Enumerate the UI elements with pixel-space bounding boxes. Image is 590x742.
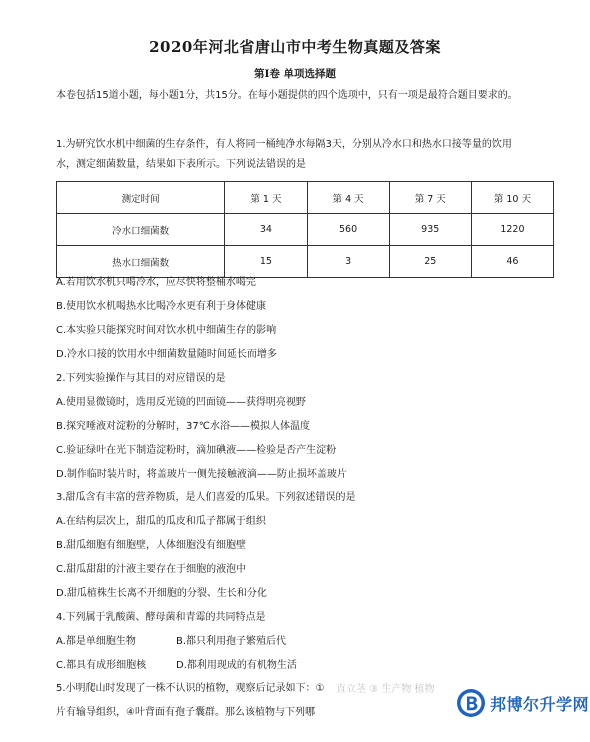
table-cell: 1220 xyxy=(471,214,553,246)
table-cell: 冷水口细菌数 xyxy=(57,214,225,246)
brand-logo-icon xyxy=(456,688,486,718)
brand-name: 邦博尔升学网 xyxy=(490,694,590,714)
q4-option-b: B.都只利用孢子繁殖后代 xyxy=(176,636,287,647)
q2-option-b: B.探究唾液对淀粉的分解时，37℃水浴——模拟人体温度 xyxy=(56,421,310,432)
q4-option-d: D.都利用现成的有机物生活 xyxy=(176,660,297,671)
q3-option-b: B.甜瓜细胞有细胞壁，人体细胞没有细胞壁 xyxy=(56,540,247,551)
table-header-cell: 测定时间 xyxy=(57,182,225,214)
table-row xyxy=(57,246,554,278)
q1-option-d: D.冷水口接的饮用水中细菌数量随时间延长而增多 xyxy=(56,349,277,360)
q2-option-a: A.使用显微镜时，选用反光镜的凹面镜——获得明亮视野 xyxy=(56,397,306,408)
q1-option-a: A.若用饮水机只喝冷水，应尽快将整桶水喝完 xyxy=(56,277,256,288)
intro-paragraph: 本卷包括15道小题，每小题1分，共15分。在每小题提供的四个选项中，只有一项是最符合题目要求的。 xyxy=(56,90,518,101)
q5-stem-line1: 5.小明爬山时发现了一株不认识的植物，观察后记录如下：① xyxy=(56,683,325,694)
gray-watermark: 直立茎 ③ 生产物 植物 xyxy=(336,684,435,695)
q2-stem: 2.下列实验操作与其目的对应错误的是 xyxy=(56,373,226,384)
table-cell: 25 xyxy=(389,246,471,278)
q4-option-a: A.都是单细胞生物 xyxy=(56,636,136,647)
q3-option-c: C.甜瓜甜甜的汁液主要存在于细胞的液泡中 xyxy=(56,564,247,575)
q3-option-d: D.甜瓜植株生长离不开细胞的分裂、生长和分化 xyxy=(56,588,267,599)
q4-stem: 4.下列属于乳酸菌、酵母菌和青霉的共同特点是 xyxy=(56,612,266,623)
table-header-cell: 第 10 天 xyxy=(471,182,553,214)
q1-option-b: B.使用饮水机喝热水比喝冷水更有利于身体健康 xyxy=(56,301,267,312)
section-heading: 第Ⅰ卷 单项选择题 xyxy=(253,68,337,80)
q2-option-d: D.制作临时装片时，将盖玻片一侧先接触液滴——防止损坏盖玻片 xyxy=(56,469,347,480)
q4-option-c: C.都具有成形细胞核 xyxy=(56,660,147,671)
table-cell: 15 xyxy=(225,246,307,278)
document-title: 2020年河北省唐山市中考生物真题及答案 xyxy=(149,38,441,56)
q3-stem: 3.甜瓜含有丰富的营养物质，是人们喜爱的瓜果。下列叙述错误的是 xyxy=(56,492,356,503)
q1-option-c: C.本实验只能探究时间对饮水机中细菌生存的影响 xyxy=(56,325,277,336)
q1-stem-line1: 1.为研究饮水机中细菌的生存条件，有人将同一桶纯净水每隔3天，分别从冷水口和热水口接等量的饮用 xyxy=(56,139,512,150)
table-cell: 560 xyxy=(307,214,389,246)
table-row xyxy=(57,214,554,246)
q1-stem-line2: 水，测定细菌数量，结果如下表所示。下列说法错误的是 xyxy=(56,159,306,170)
table-cell: 3 xyxy=(307,246,389,278)
table-header-cell: 第 4 天 xyxy=(307,182,389,214)
q3-option-a: A.在结构层次上，甜瓜的瓜皮和瓜子都属于组织 xyxy=(56,516,266,527)
bacteria-count-table xyxy=(56,181,554,278)
table-cell: 34 xyxy=(225,214,307,246)
table-cell: 热水口细菌数 xyxy=(57,246,225,278)
table-cell: 46 xyxy=(471,246,553,278)
table-header-cell: 第 1 天 xyxy=(225,182,307,214)
site-watermark xyxy=(456,688,589,718)
table-header-cell: 第 7 天 xyxy=(389,182,471,214)
q2-option-c: C.验证绿叶在光下制造淀粉时，滴加碘液——检验是否产生淀粉 xyxy=(56,445,337,456)
table-cell: 935 xyxy=(389,214,471,246)
q5-stem-line2: 片有输导组织，④叶背面有孢子囊群。那么该植物与下列哪 xyxy=(56,707,315,718)
table-header-row xyxy=(57,182,554,214)
